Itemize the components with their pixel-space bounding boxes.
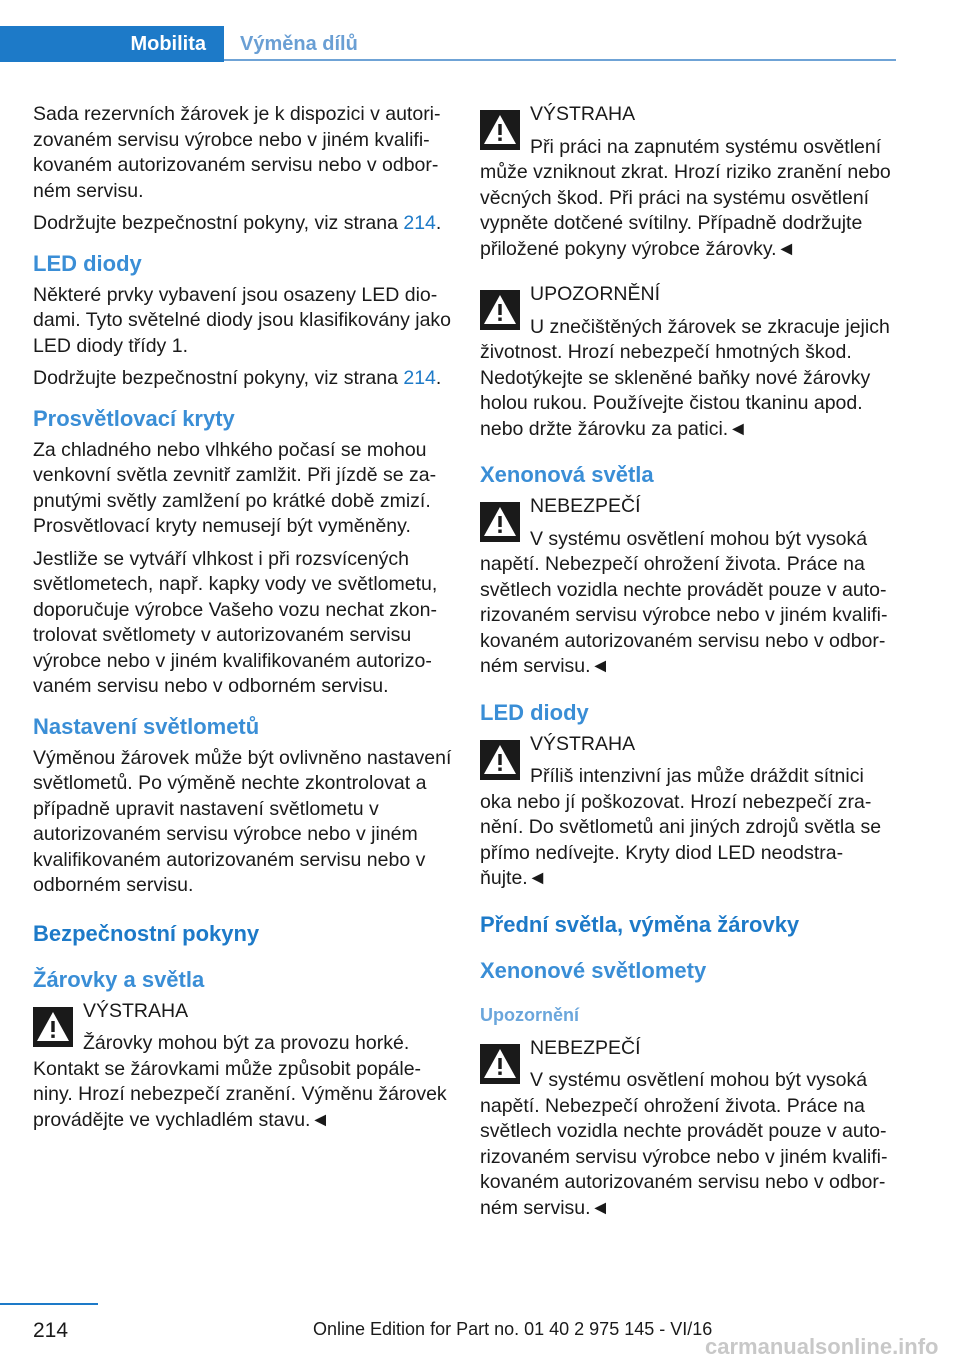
warning-triangle-icon [480, 290, 520, 330]
danger-title: NEBEZPEČÍ [530, 1036, 641, 1059]
warning-block-led-brightness [480, 732, 900, 892]
warning-triangle-icon [480, 110, 520, 150]
heading-zarovky-a-svetla: Žárovky a světla [33, 966, 205, 992]
page-header [0, 0, 960, 62]
warning-title: VÝSTRAHA [530, 103, 636, 125]
paragraph-moisture: Jestliže se vytváří vlhkost i při rozsvícených světlometech, např. kapky vody ve světlometu, doporučuje výrobce Vašeho vozu nechat zkontrolovat světlomety v autorizovaném servisu výrobce nebo v jiném kvalifikovaném autorizovaném servisu nebo v odborném servisu. [33, 547, 438, 697]
warning-triangle-icon [480, 740, 520, 780]
edition-note: Online Edition for Part no. 01 40 2 975 145 - VI/16 [313, 1319, 713, 1339]
warning-text: Při práci na zapnutém systému osvětlení může vzniknout zkrat. Hrozí riziko zranění nebo věcných škod. Při práci na systému osvětlení vypněte dotčené svítilny. Případně dodržujte přiložené pokyny výrobce žárovky.◄ [480, 135, 891, 260]
warning-text: Žárovky mohou být za provozu horké. Kontakt se žárovkami může způsobit popáleniny. Hrozí nebezpečí zranění. Výměnu žárovek provádějte ve vychladlém stavu.◄ [33, 1032, 447, 1131]
warning-text: Příliš intenzivní jas může dráždit sítnici oka nebo jí poškozovat. Hrozí nebezpečí zranění. Do světlometů ani jiných zdrojů světla se přímo nedívejte. Kryty diod LED neodstraňujte.◄ [480, 765, 882, 889]
page-link-214[interactable]: 214 [403, 367, 436, 389]
right-column [480, 102, 900, 1241]
paragraph-safety-ref-2: Dodržujte bezpečnostní pokyny, viz strana 214. [33, 367, 442, 389]
heading-predni-svetla: Přední světla, výměna žárovky [480, 911, 800, 937]
heading-led-diody: LED diody [33, 250, 142, 276]
heading-led-diody-right: LED diody [480, 699, 589, 725]
warning-triangle-icon [480, 1044, 520, 1084]
paragraph-headlight-adjust: Výměnou žárovek může být ovlivněno nastavení světlometů. Po výměně nechte zkontrolovat a případně upravit nastavení světlometu v autorizovaném servisu výrobce nebo v jiném kvalifikovaném autorizovaném servisu nebo v odborném servisu. [33, 746, 452, 896]
warning-triangle-icon [33, 1007, 73, 1047]
header-rule [224, 59, 896, 61]
paragraph-spare-bulbs: Sada rezervních žárovek je k dispozici v autorizovaném servisu výrobce nebo v jiném kvalifikovaném autorizovaném servisu nebo v odborném servisu. [33, 103, 441, 202]
warning-block-short-circuit [480, 102, 900, 262]
heading-xenonove-svetlomety: Xenonové světlomety [480, 957, 707, 983]
danger-block-high-voltage [480, 494, 900, 680]
page-link-214[interactable]: 214 [403, 212, 436, 234]
heading-prosvetlovaci-kryty: Prosvětlovací kryty [33, 405, 235, 431]
paragraph-led: Některé prvky vybavení jsou osazeny LED diodami. Tyto světelné diody jsou klasifikovány jako LED diody třídy 1. [33, 283, 452, 357]
heading-bezpecnostni-pokyny: Bezpečnostní pokyny [33, 920, 260, 946]
danger-title: NEBEZPEČÍ [530, 495, 641, 517]
paragraph-fogging: Za chladného nebo vlhkého počasí se mohou venkovní světla zevnitř zamlžit. Při jízdě se zapnutými světly zamlžení po krátké době zmizí. Prosvětlovací kryty nemusejí být vyměněny. [33, 438, 437, 537]
watermark: carmanualsonline.info [705, 1334, 939, 1359]
heading-xenonova-svetla: Xenonová světla [480, 462, 654, 487]
footer-rule [0, 1303, 98, 1305]
notice-block-dirty-bulbs [480, 282, 900, 442]
heading-upozorneni: Upozornění [480, 1004, 579, 1025]
tab-mobilita[interactable]: Mobilita [0, 26, 224, 62]
page-number: 214 [33, 1319, 69, 1342]
heading-nastaveni-svetlometu: Nastavení světlometů [33, 713, 260, 739]
left-column [33, 102, 453, 1153]
notice-text: U znečištěných žárovek se zkracuje jejich životnost. Hrozí nebezpečí hmotných škod. Nedotýkejte se skleněné baňky nové žárovky holou rukou. Používejte čistou tkaninu apod. nebo držte žárovku za patici.◄ [480, 315, 890, 440]
danger-block-high-voltage-2 [480, 1036, 900, 1222]
notice-title: UPOZORNĚNÍ [530, 283, 661, 305]
warning-title: VÝSTRAHA [530, 732, 636, 755]
paragraph-safety-ref-1: Dodržujte bezpečnostní pokyny, viz strana 214. [33, 212, 442, 234]
danger-text: V systému osvětlení mohou být vysoká napětí. Nebezpečí ohrožení života. Práce na světlech vozidla nechte provádět pouze v autorizovaném servisu výrobce nebo v jiném kvalifikovaném autorizovaném servisu nebo v odborném servisu.◄ [480, 1069, 888, 1219]
danger-text: V systému osvětlení mohou být vysoká napětí. Nebezpečí ohrožení života. Práce na světlech vozidla nechte provádět pouze v autorizovaném servisu výrobce nebo v jiném kvalifikovaném autorizovaném servisu nebo v odborném servisu.◄ [480, 527, 888, 677]
warning-block-hot-bulbs [33, 999, 453, 1134]
tab-vymena-dilu[interactable]: Výměna dílů [240, 32, 358, 55]
warning-triangle-icon [480, 502, 520, 542]
warning-title: VÝSTRAHA [83, 999, 189, 1022]
